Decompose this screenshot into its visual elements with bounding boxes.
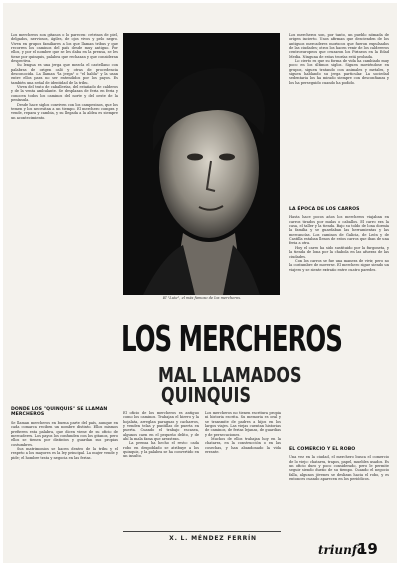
subtitle-line-1: MAL LLAMADOS (158, 363, 302, 387)
paragraph: Muchos de ellos trabajan hoy en la chatarra, en la construcción o en las cosechas, y han abandonado la vida errante. (205, 437, 281, 455)
article-byline: X. L. MÉNDEZ FERRÍN (169, 535, 257, 542)
paragraph: Los mercheros son, por tanto, un pueblo nómada de origen incierto. Unos afirman que descienden de los antiguos mercaderes moriscos que fueron expulsados de las ciudades; otros los hacen venir de los caldereros centroeuropeos que cruzaron los Pirineos en la Edad Media. Ninguna de estas teorías está probada. (289, 33, 389, 59)
column-1-bottom (11, 403, 118, 533)
column-1-top (11, 33, 118, 363)
magazine-page (3, 3, 397, 563)
paragraph: El oficio de los mercheros es antiguo como los caminos. Trabajan el hierro y la hojalata, arreglan paraguas y cacharros, y venden telas y puntillas de puerta en puerta. Cuando el trabajo escasea, algunos caen en el pequeño delito, y de ahí la mala fama que arrastran. (123, 411, 199, 442)
paragraph: Los mercheros son gitanos o lo parecen: cetrinos de piel, delgados, nerviosos, ágiles, de ojos vivos y pelo negro. Viven en grupos familiares a los que llaman tribus y que recorren los caminos del país desde muy antiguo. Por ellos, y por el nombre que se les daba en la prensa, se les tiene por quinquis, palabra que rechazan y que consideran despectiva. (11, 33, 118, 64)
column-2 (123, 411, 199, 529)
paragraph: La prensa ha hecho el resto: cada robo en despoblado se atribuye a los quinquis, y la palabra se ha convertido en un insulto. (123, 441, 199, 459)
paragraph: Su lengua es una jerga que mezcla el castellano con palabras de origen caló y otras de procedencia desconocida. La llaman "la jerga" o "el habla" y la usan entre ellos para no ser entendidos por los payos. Es también una señal de identidad de la tribu. (11, 63, 118, 85)
column-4-bottom (289, 443, 389, 537)
section-heading-epoca: LA ÉPOCA DE LOS CARROS (289, 207, 360, 212)
column-3 (205, 411, 281, 529)
byline-rule (123, 531, 281, 532)
paragraph: Lo cierto es que su forma de vida ha cambiado muy poco en los últimos siglos. Siguen moviéndose en grupos, siguen tratando con animales y metales, y siguen hablando su jerga particular. La sociedad sedentaria los ha mirado siempre con desconfianza y los ha perseguido cuando ha podido. (289, 59, 389, 85)
paragraph: Una vez en la ciudad, el merchero busca el comercio de lo viejo: chatarra, trapos, papel, muebles usados. Es un oficio duro y poco considerado, pero le permite seguir siendo dueño de su tiempo. Cuando el negocio falla, algunos jóvenes se deslizan hacia el robo, y es entonces cuando aparecen en los periódicos. (289, 455, 389, 482)
column-4-mid (289, 203, 389, 439)
magazine-logo: triunfo (318, 543, 366, 557)
paragraph: Los mercheros no tienen escritura propia ni historia escrita. Su memoria es oral y se transmite de padres a hijos en los largos viajes. Las viejas cuentan historias de caminos, de ferias lejanas, de guardias y de persecuciones. (205, 411, 281, 437)
photo-caption: El "Lute", el más famoso de los mercheros. (162, 296, 242, 300)
section-heading-donde: DONDE LOS "QUINQUIS" SE LLAMAN MERCHEROS (11, 407, 108, 418)
portrait-photo (123, 33, 280, 295)
section-heading-comercio: EL COMERCIO Y EL ROBO (289, 447, 356, 452)
paragraph: Se llaman mercheros en buena parte del país, aunque en cada comarca reciben un nombre distinto. Ellos mismos prefieren esta palabra, que dicen viene de su oficio de mercaderes. Los payos los confunden con los gitanos, pero ellos se tienen por distintos y guardan sus propias costumbres. (11, 420, 118, 447)
paragraph: Sus matrimonios se hacen dentro de la tribu y el respeto a los mayores es la ley principal. La mujer vende y pide; el hombre trata y negocia en las ferias. (11, 446, 118, 460)
paragraph: Viven del trato de caballerías, del estañado de calderos y de la venta ambulante. Se desplazan de feria en feria y conocen todos los caminos del norte y del oeste de la península. (11, 85, 118, 103)
paragraph: Hoy el carro ha sido sustituido por la furgoneta, y la tienda de lona por la chabola en las afueras de las ciudades. (289, 245, 389, 259)
paragraph: Desde hace siglos conviven con los campesinos, que los temen y los necesitan a un tiempo. El merchero compra y vende, repara y cambia, y su llegada a la aldea es siempre un acontecimiento. (11, 102, 118, 120)
paragraph: Con los carros se fue una manera de vivir, pero no la costumbre de moverse. El merchero sigue siendo un viajero y se siente extraño entre cuatro paredes. (289, 258, 389, 272)
article-title: LOS MERCHEROS (121, 319, 342, 360)
page-number: 19 (357, 540, 378, 558)
article-subtitle (158, 363, 302, 407)
column-4-top (289, 33, 389, 201)
paragraph: Hasta hace pocos años los mercheros viajaban en carros tirados por mulas o caballos. El carro era la casa, el taller y la tienda. Bajo su toldo de lona dormía la familia y se guardaban las herramientas y las mercancías. Los caminos de Galicia, de León y de Castilla estaban llenos de estos carros que iban de una feria a otra. (289, 215, 389, 246)
subtitle-line-2: QUINQUIS (160, 383, 251, 407)
